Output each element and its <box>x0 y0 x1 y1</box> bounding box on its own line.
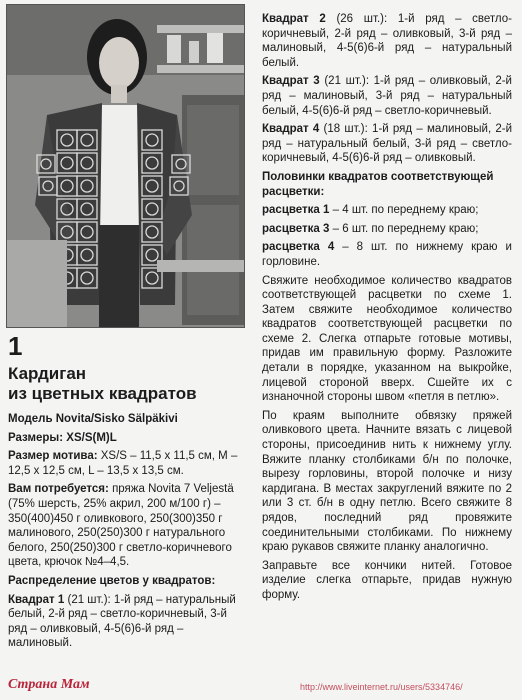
model-photo <box>6 4 245 328</box>
materials-value: пряжа Novita 7 Veljestä (75% шерсть, 25% акрил, 200 м/100 г) – 350(400)450 г оливкового, 250(300)350 г малинового, 250(250)300 г натурального белого, 250(250)300 г светло-коричневого цвета, крючок №4–4,5. <box>8 483 234 569</box>
pattern-number: 1 <box>8 331 23 361</box>
materials <box>8 482 248 570</box>
square-1-label: Квадрат 1 <box>8 593 65 606</box>
source-url: http://www.liveinternet.ru/users/5334746/ <box>300 682 463 692</box>
instructions-paragraph-3: Заправьте все кончики нитей. Готовое изделие слегка отпарьте, придав нужную форму. <box>262 559 512 601</box>
motif-size-label: Размер мотива: <box>8 450 98 463</box>
sizes-label: Размеры: <box>8 431 64 444</box>
pattern-title <box>8 364 248 404</box>
color-3-label: расцветка 3 <box>262 222 330 235</box>
pattern-title-line1: Кардиган <box>8 364 87 383</box>
right-column <box>262 12 512 607</box>
square-2-label: Квадрат 2 <box>262 13 326 25</box>
halves-heading: Половинки квадратов соответствующей расцветки: <box>262 170 494 198</box>
color-4-label: расцветка 4 <box>262 241 335 254</box>
square-4-value: (18 шт.): 1-й ряд – малиновый, 2-й ряд – натуральный белый, 3-й ряд – светло-коричневый, 4-5(6)6-й ряд – оливковый. <box>262 123 513 165</box>
sizes <box>8 431 248 446</box>
square-1-value: (21 шт.): 1-й ряд – натуральный белый, 2-й ряд – светло-коричневый, 3-й ряд – оливковый, 4-5(6)6-й ряд – малиновый. <box>8 593 236 650</box>
color-4-value: – 8 шт. по нижнему краю и горловине. <box>262 241 512 268</box>
square-4 <box>262 122 512 166</box>
pattern-title-line2: из цветных квадратов <box>8 384 197 403</box>
square-3-value: (21 шт.): 1-й ряд – оливковый, 2-й ряд – малиновый, 3-й ряд – натуральный белый, 4-5(6)6-й ряд – светло-коричневый. <box>262 75 512 117</box>
square-2 <box>262 12 512 70</box>
color-4 <box>262 240 512 269</box>
model-credit: Модель Novita/Sisko Sälpäkivi <box>8 413 178 425</box>
color-distribution-heading: Распределение цветов у квадратов: <box>8 574 216 587</box>
color-1-label: расцветка 1 <box>262 204 330 217</box>
square-3-label: Квадрат 3 <box>262 75 320 88</box>
square-3 <box>262 74 512 118</box>
color-1-value: – 4 шт. по переднему краю; <box>332 204 479 217</box>
square-4-label: Квадрат 4 <box>262 123 320 136</box>
motif-size <box>8 449 248 478</box>
site-watermark: Страна Мам <box>8 677 90 692</box>
left-column <box>8 332 248 655</box>
color-3 <box>262 222 512 237</box>
square-1 <box>8 593 248 651</box>
sizes-value: XS/S(M)L <box>66 431 117 444</box>
motif-size-value: XS/S – 11,5 x 11,5 см, M – 12,5 x 12,5 см, L – 13,5 x 13,5 см. <box>8 450 238 477</box>
instructions-paragraph-1: Свяжите необходимое количество квадратов соответствующей расцветки по схеме 1. Затем свяжите необходимое количество квадратов соответствующей расцветки по схеме 2. Слегка отпарьте готовые мотивы, придав им правильную форму. Разложите детали в порядке, указанном на выкройке, лицевой стороной вверх. Сшейте их с изнаночной стороны швом «петля в петлю». <box>262 274 512 404</box>
instructions-paragraph-2: По краям выполните обвязку пряжей оливкового цвета. Начните вязать с лицевой стороны, присоединив нить к нижнему углу. Вяжите планку столбиками б/н по полочке, вырезу горловины, второй полочке и низу кардигана. В местах закруглений вяжите по 2 или 3 ст. б/н в одну петлю. Всего свяжите 8 рядов, последний ряд провяжите соединительными столбиками. По нижнему краю рукавов свяжите планку аналогично. <box>262 409 512 554</box>
color-1 <box>262 203 512 218</box>
materials-label: Вам потребуется: <box>8 483 109 496</box>
color-3-value: – 6 шт. по переднему краю; <box>332 222 479 235</box>
square-2-value: (26 шт.): 1-й ряд – светло-коричневый, 2-й ряд – оливковый, 3-й ряд – малиновый, 4-5(6)6-й ряд – натуральный белый. <box>262 13 512 69</box>
cardigan-photo-illustration <box>7 5 244 327</box>
